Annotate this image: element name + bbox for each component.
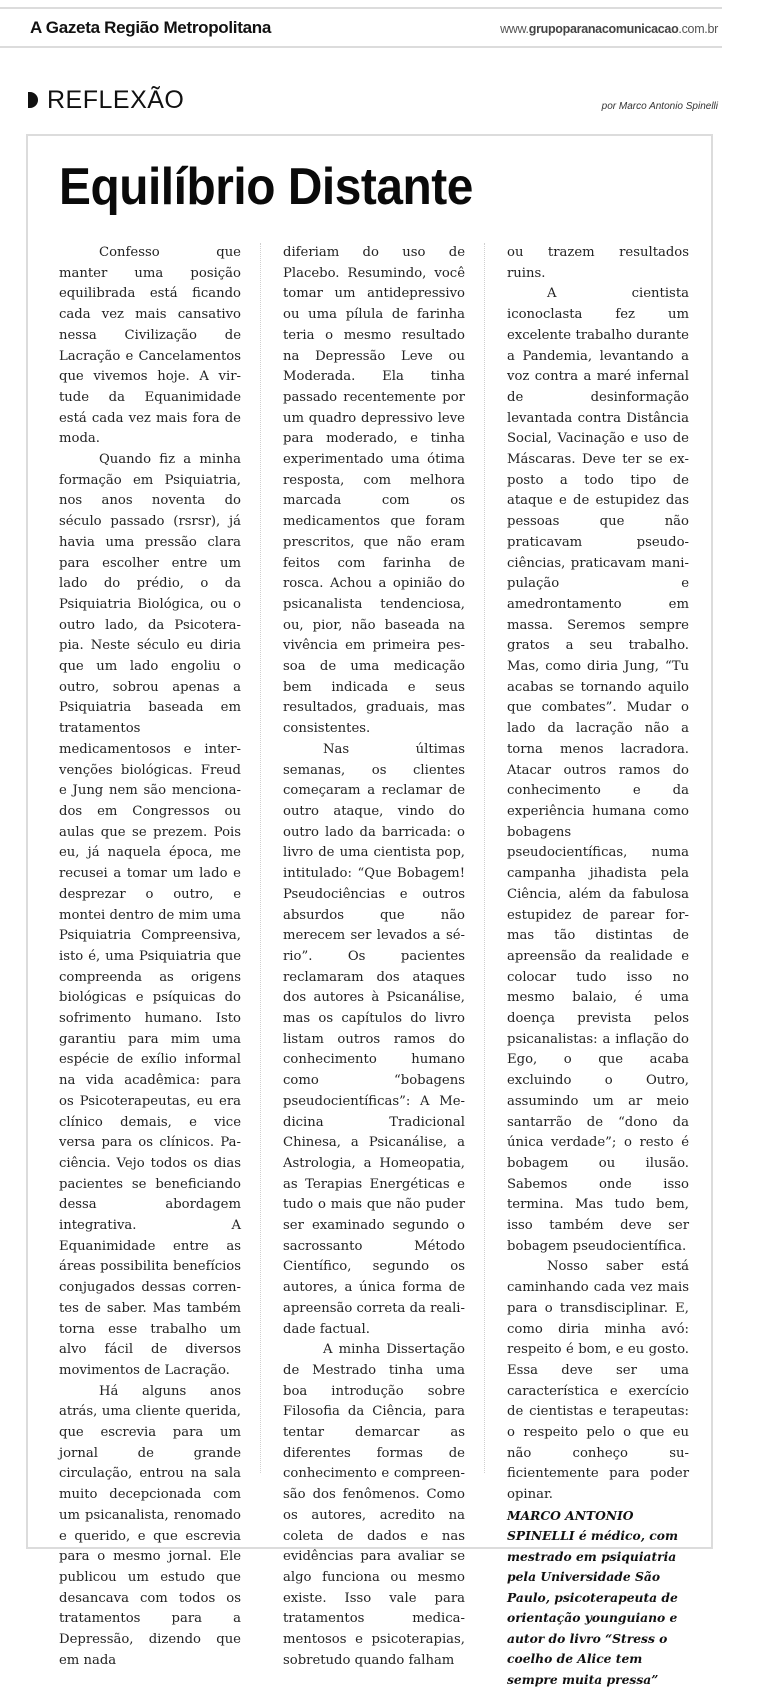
column-divider bbox=[484, 243, 486, 1473]
author-bio-name: MARCO ANTONIO SPINELLI bbox=[507, 1507, 634, 1544]
paragraph: ou trazem resultados ruins. bbox=[507, 245, 689, 281]
half-circle-icon bbox=[28, 92, 38, 108]
paragraph: diferiam do uso de Placebo. Resumindo, você tomar um antidepressivo ou uma pílula de farinha teria o mesmo resultado na Depressão Leve ou Moderada. Ela tinha passado recentemente por um quadro depressivo leve para moderado, e tinha experimentado uma ótima resposta, com melhora marcada com os medicamentos que foram prescritos, que não eram feitos com farinha de rosca. Achou a opinião do psicanalista tendenciosa, ou, pior, não baseada na vivência em primeira pessoa de uma medicação bem indicada e seus resultados, graduais, mas consistentes. bbox=[283, 245, 465, 737]
article-column-3 bbox=[507, 243, 689, 1690]
paragraph: Quando fiz a minha formação em Psiquiatria, nos anos noventa do século passado (rsrsr), já havia uma pressão clara para escolher entre um lado do prédio, o da Psiquiatria Biológica, ou o outro lado, da Psicoterapia. Neste século eu diria que um lado engoliu o outro, sobrou apenas a Psiquiatria baseada em tratamentos medicamentosos e intervenções biológicas. Freud e Jung nem são mencionados em Congressos ou aulas que se prezem. Pois eu, já naquela época, me recusei a tomar um lado e desprezar o outro, e montei dentro de mim uma Psiquiatria Compreensiva, isto é, uma Psiquiatria que compreenda as origens biológicas e psíquicas do sofrimento humano. Isto garantiu para mim uma espécie de exílio informal na vida acadêmica: para os Psicoterapeutas, eu era clínico demais, e vice versa para os clínicos. Paciência. Vejo todos os dias pacientes se beneficiando dessa abordagem integrativa. A Equanimidade entre as áreas possibilita benefícios conjugados dessas correntes de saber. Mas também torna esse trabalho um alvo fácil de diversos movimentos de Lacração. bbox=[59, 452, 241, 1378]
section-heading bbox=[28, 84, 184, 116]
header-bottom-rule bbox=[0, 46, 722, 48]
author-byline: por Marco Antonio Spinelli bbox=[601, 101, 718, 112]
paragraph: Há alguns anos atrás, uma cliente querida, que escrevia para um jornal de grande circulação, entrou na sala muito decepcionada com um psicanalista, renomado e querido, e que escrevia para o mesmo jornal. Ele publicou um estudo que desancava com todos os tratamentos para a Depressão, dizendo que em nada bbox=[59, 1383, 241, 1668]
newspaper-name: A Gazeta Região Metropolitana bbox=[30, 18, 271, 37]
paragraph: Nosso saber está caminhando cada vez mais para o transdisciplinar. E, como diria minha avó: respeito é bom, e eu gosto. Essa deve ser uma característica e exercício de cientistas e terapeutas: o respeito pelo o que eu não conheço suficientemente para poder opinar. bbox=[507, 1259, 689, 1503]
site-suffix: .com.br bbox=[678, 22, 718, 36]
article-column-1 bbox=[59, 243, 241, 1672]
site-prefix: www. bbox=[500, 22, 529, 36]
paragraph: Confesso que manter uma posição equilibrada está ficando cada vez mais cansativo nessa Civilização de Lacração e Cancelamentos que vivemos hoje. A virtude da Equanimidade está cada vez mais fora de moda. bbox=[59, 245, 241, 447]
section-label: REFLEXÃO bbox=[47, 85, 185, 114]
author-bio bbox=[507, 1506, 689, 1690]
page-header bbox=[0, 9, 722, 46]
article-title: Equilíbrio Distante bbox=[59, 158, 473, 216]
paragraph: A minha Dissertação de Mestrado tinha uma boa introdução sobre Filosofia da Ciência, para tentar demarcar as diferentes formas de conhecimento e compreensão dos fenômenos. Como os autores, acredito na coleta de dados e nas evidências para avaliar se algo funciona ou mesmo existe. Isso vale para tratamentos medicamentosos e psicoterapias, sobretudo quando falham bbox=[283, 1342, 465, 1668]
author-bio-text: é médico, com mestrado em psiquiatria pela Universidade São Paulo, psicoterapeuta de orientação younguiano e autor do livro “Stress o coelho de Alice tem sempre muita pressa” bbox=[507, 1528, 678, 1687]
paragraph: A cientista iconoclasta fez um excelente trabalho durante a Pandemia, levantando a voz contra a maré infernal de desinformação levantada contra Distância Social, Vacinação e uso de Máscaras. Deve ter se exposto a todo tipo de ataque e de estupidez das pessoas que não praticavam pseudociências, praticavam manipulação e amedrontamento em massa. Seremos sempre gratos a seu trabalho. Mas, como diria Jung, “Tu acabas se tornando aquilo que combates”. Mudar o lado da lacração não a torna menos lacradora. Atacar outros ramos do conhecimento e da experiência humana como bobagens pseudocientíficas, numa campanha jihadista pela Ciência, além da fabulosa estupidez de parear formas tão distintas de apreensão da realidade e colocar tudo isso no mesmo balaio, é uma doença prevista pelos psicanalistas: a inflação do Ego, o que acaba excluindo o Outro, assumindo um ar meio santarrão de “dono da única verdade”; o resto é bobagem ou ilusão. Sabemos onde isso termina. Mas tudo bem, isso também deve ser bobagem pseudocientífica. bbox=[507, 286, 689, 1254]
article-column-2 bbox=[283, 243, 465, 1672]
site-domain: grupoparanacomunicacao bbox=[528, 22, 679, 36]
column-divider bbox=[260, 243, 262, 1473]
paragraph: Nas últimas semanas, os clientes começaram a reclamar de outro ataque, vindo do outro lado da barricada: o livro de uma cientista pop, intitulado: “Que Bobagem! Pseudociências e outros absurdos que não merecem ser levados a sério”. Os pacientes reclamaram dos ataques dos autores à Psicanálise, mas os capítulos do livro listam outros ramos do conhecimento humano como “bobagens pseudocientíficas”: A Medicina Tradicional Chinesa, a Psicanálise, a Astrologia, a Homeopatia, as Terapias Energéticas e tudo o mais que não puder ser examinado segundo o sacrossanto Método Científico, segundo os autores, a única forma de apreensão correta da realidade factual. bbox=[283, 741, 465, 1337]
website-link[interactable] bbox=[500, 22, 718, 36]
